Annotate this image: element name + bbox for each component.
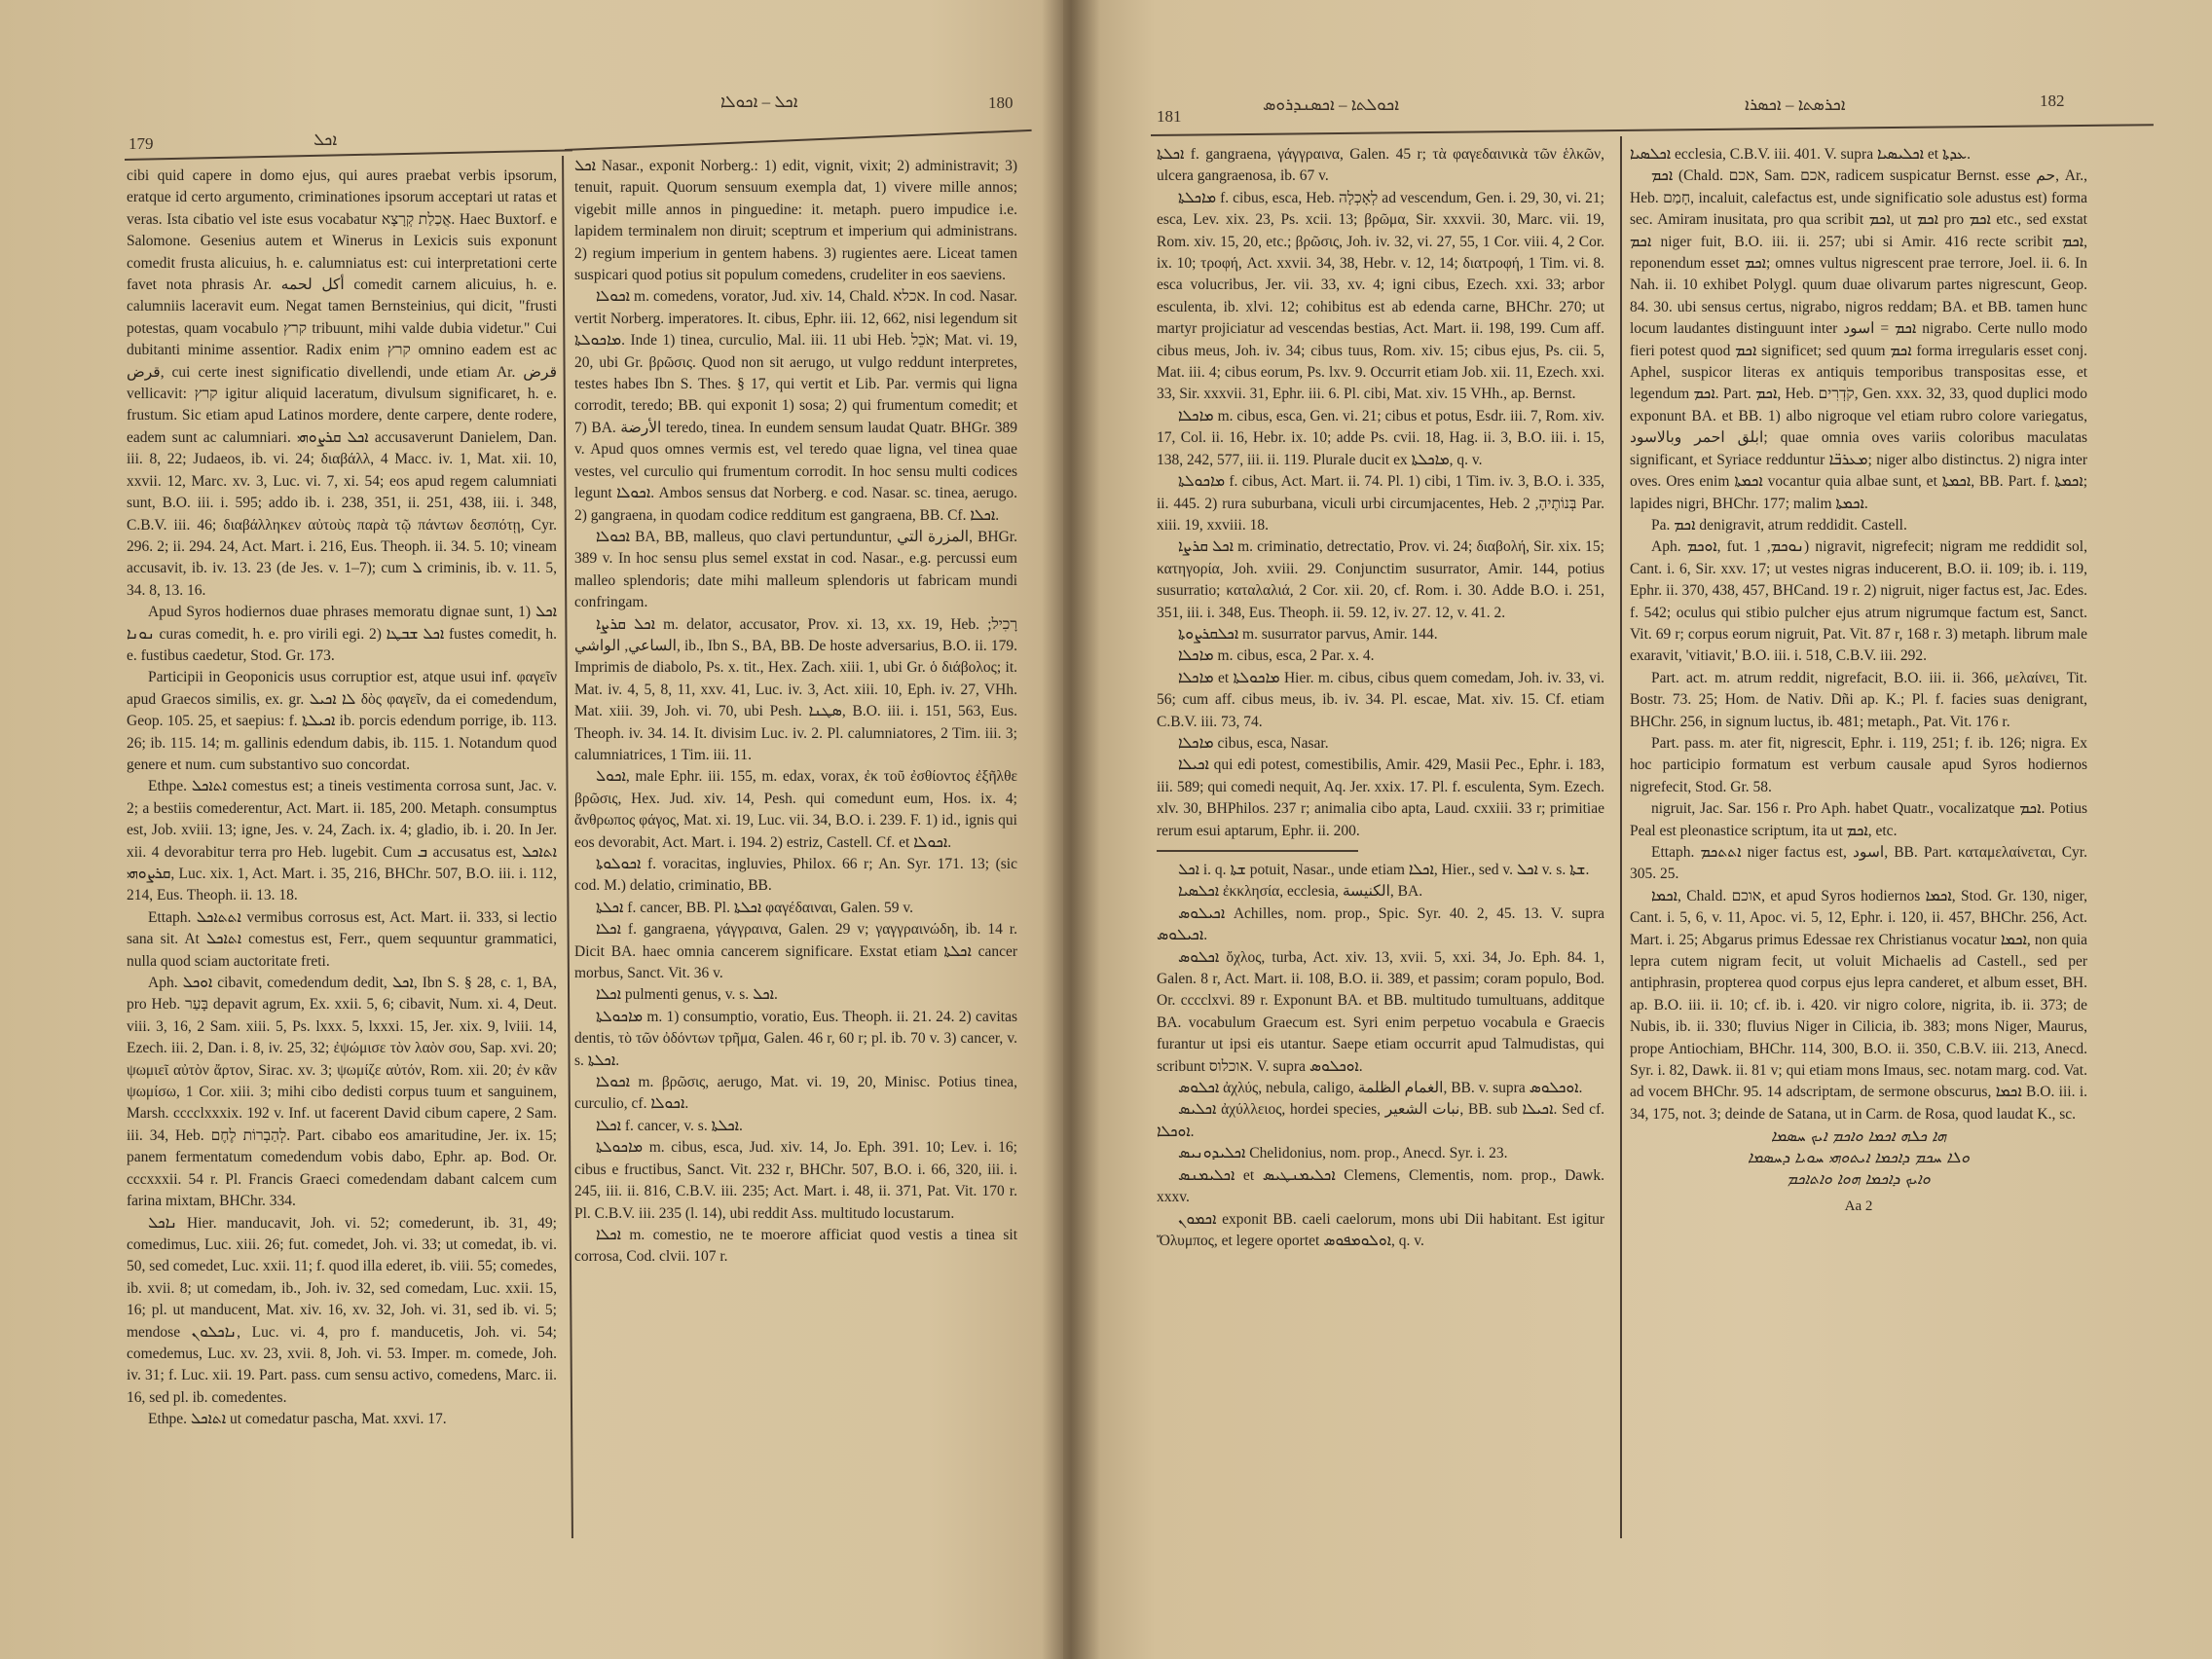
header-rule-left	[125, 149, 572, 161]
paragraph: ܐܟܡܘܢ exponit BB. caeli caelorum, mons ubi Dii habitant. Est igitur Ὄλυμπος, et legere oportet ܐܘܠܘܡܦܘܣ, q. v.	[1157, 1210, 1604, 1249]
right-page	[1063, 0, 2212, 1659]
paragraph: ܐܟܠܐ m. comestio, ne te moerore afficiat quod vestis a tinea sit corrosa, Cod. clvii. 107 r.	[574, 1226, 1017, 1266]
right-column-4	[1630, 144, 2087, 1546]
verse-line: ܘܠܐ ܚܟܡ ܕܐܟܡܐ ܐܝܬܘܗܝ ܚܘܝܐ ܕܚܣܡܐ	[1748, 1148, 1970, 1167]
paragraph: ܐܟܠܐ f. cancer, v. s. ܐܟܠܬܐ.	[596, 1117, 743, 1134]
paragraph: ܐܟܠܝܡܢܣ et ܐܟܠܝܡܢܛܝܣ Clemens, Clementis, nom. prop., Dawk. xxxv.	[1157, 1166, 1604, 1206]
paragraph: ܐܟܠܐ f. gangraena, γάγγραινα, Galen. 29 v; γαγγραινώδη, ib. 14 r. Dicit BA. haec omnia cancerem significare. Exstat etiam ܐܟܠܬܐ cancer morbus, Sanct. Vit. 36 v.	[574, 921, 1017, 982]
paragraph: ܐܟܠܐ pulmenti genus, v. s. ܐܟܠ.	[596, 986, 778, 1004]
paragraph: ܡܐܟܠܐ m. cibus, esca, 2 Par. x. 4.	[1178, 647, 1375, 665]
left-page	[0, 0, 1092, 1659]
paragraph: ܐܟܝܠܘܣ Achilles, nom. prop., Spic. Syr. 40. 2, 45. 13. V. supra ܐܟܝܠܘܣ.	[1157, 904, 1604, 944]
running-head-right-inner: ܐܟܘܠܬܐ – ܐܟܣܢܕܪܘܣ	[1263, 95, 1399, 114]
paragraph: nigruit, Jac. Sar. 156 r. Pro Aph. habet Quatr., vocalizatque ܐܟܡ. Potius Peal est pleonastice scriptum, ita ut ܐܟܡ, etc.	[1630, 800, 2087, 839]
paragraph: ܡܐܟܘܠܬܐ m. cibus, esca, Jud. xiv. 14, Jo. Eph. 391. 10; Lev. i. 16; cibus e fructibus, Sanct. Vit. 232 r, BHChr. 507, B.O. i. 66, 320, iii. i. 245, iii. ii. 816, C.B.V. iii. 235; Act. Mart. i. 48, ii. 371, Pat. Vit. 170 r. Pl. C.B.V. iii. 235 (l. 14), ubi reddit Ass. multitudo locustarum.	[574, 1139, 1017, 1222]
left-column-1	[127, 166, 557, 1548]
paragraph: ܡܐܟܠܐ cibus, esca, Nasar.	[1178, 734, 1329, 752]
signature-mark: Aa 2	[1844, 1198, 1873, 1215]
header-rule-left-inner	[565, 129, 1032, 151]
paragraph: Ethpe. ܐܬܐܟܠ ut comedatur pascha, Mat. xxvi. 17.	[148, 1411, 447, 1428]
paragraph: ܐܟܘܠܐ m. comedens, vorator, Jud. xiv. 14, Chald. אכלא. In cod. Nasar. vertit Norberg. imperatores. It. cibus, Ephr. iii. 12, 662, nisi legendum sit ܡܐܟܘܠܬܐ. Inde 1) tinea, curculio, Mal. iii. 11 ubi Heb. אֹכֵל; Mat. vi. 19, 20, ubi Gr. βρῶσις. Quod non sit aerugo, ut vulgo reddunt interpretes, testes habes Ibn S. Thes. § 17, qui vertit et Lib. Par. vermis qui ligna corrodit, teredo; BB. qui exponit 1) sosa; 2) qui frumentum comedit; et 7) BA. الأرضة teredo, tinea. In eundem sensum laudat Quatr. BHGr. 389 v. Apud quos omnes vermis est, vel teredo quae ligna, vel tinea quae vestes, vel curculio qui frumentum corrodit. In hoc sensu multi codices legunt ܐܟܘܠܐ. Ambos sensus dat Norberg. e cod. Nasar. sc. tinea, aerugo. 2) gangraena, in quodam codice redditum est gangraena, BB. Cf. ܐܟܠܐ.	[574, 288, 1017, 524]
paragraph: Apud Syros hodiernos duae phrases memoratu dignae sunt, 1) ܐܟܠ ܢܘܢܐ curas comedit, h. e. pro virili egi. 2) ܐܟܠ ܫܒܛܐ fustes comedit, h. e. fustibus caedetur, Stod. Gr. 173.	[127, 604, 557, 664]
paragraph: ܐܟܠ Nasar., exponit Norberg.: 1) edit, vignit, vixit; 2) administravit; 3) tenuit, rapuit. Quorum sensuum exempla dat, 1) vivere mille annos; vigebit mille annos in pinguedine: it. metaph. puero impudice i.e. lapidem terminalem non diruit; sceptrum et imperium qui administrans. 2) regium imperium in gentem habens. 3) rugientes aere. Liceat tamen suspicari quod potius sit populum comedens, crudeliter in eos saeviens.	[574, 158, 1017, 284]
paragraph: ܐܟܠܝܕܘܢܝܣ Chelidonius, nom. prop., Anecd. Syr. i. 23.	[1178, 1145, 1508, 1162]
paragraph: Part. act. m. atrum reddit, nigrefacit, B.O. iii. ii. 366, μελαίνει, Tit. Bostr. 73. 25; Hom. de Nativ. Dñi ap. K.; Pl. f. facies suas denigrant, BHChr. 256, in signum luctus, ib. 481; metaph., Pat. Vit. 176 r.	[1630, 669, 2087, 730]
section-separator	[1157, 850, 1358, 852]
paragraph: ܐܟܠܘܣ ἀχλύς, nebula, caligo, الغمام الظلمة, BB. v. supra ܐܘܟܠܘܣ.	[1178, 1080, 1583, 1097]
paragraph: ܐܟܠܬܐ f. gangraena, γάγγραινα, Galen. 45 r; τὰ φαγεδαινικὰ τῶν ἑλκῶν, ulcera gangraenosa, ib. 67 v.	[1157, 146, 1604, 185]
paragraph: ܐܟܠ ܩܪܨܐ m. delator, accusator, Prov. xi. 13, xx. 19, Heb. רָכִיל; الساعي, الواشي, ib., Ibn S., BA, BB. De hoste adversarius, B.O. ii. 179. Imprimis de diabolo, Ps. x. tit., Hex. Zach. xiii. 1, ubi Gr. ὁ διάβολος; it. Mat. iv. 4, 5, 8, 11, xxv. 41, Luc. iv. 3, Act. xiii. 10, Eph. iv. 27, VHh. Mat. xiii. 39, Joh. vi. 70, ubi Pesh. ܣܛܢܐ, B.O. iii. i. 151, 563, Eus. Theoph. iv. 34. 14. It. divisim Luc. iv. 2. Pl. calumniatores, 2 Tim. iii. 3; calumniatrices, 1 Tim. iii. 11.	[574, 615, 1017, 763]
paragraph: ܡܐܟܠܐ et ܡܐܟܘܠܬܐ Hier. m. cibus, cibus quem comedam, Joh. iv. 33, vi. 56; cum aff. cibus meus, ib. iv. 34. Pl. escae, Mat. xiv. 15. Cf. etiam C.B.V. iii. 73, 74.	[1157, 669, 1604, 730]
paragraph: ܐܟܘܠܐ BA, BB, malleus, quo clavi pertunduntur, المزرة التي, BHGr. 389 v. In hoc sensu plus semel exstat in cod. Nasar., e.g. percussi eum malleo splendoris; date mihi malleum splendoris ut fabricam mundi confringam.	[574, 528, 1017, 611]
paragraph: ܐܟܠ i. q. ܫܬܐ potuit, Nasar., unde etiam ܐܟܠܐ, Hier., sed v. ܐܟܠ v. s. ܫܬܐ.	[1178, 862, 1590, 878]
paragraph: ܐܟܠܣܝܐ ecclesia, C.B.V. iii. 401. V. supra ܐܟܠܝܣܝܐ et ܥܕܬܐ.	[1630, 146, 1971, 163]
book-gutter	[1042, 0, 1100, 1659]
page-number-181: 181	[1157, 107, 1182, 126]
paragraph: ܐܟܡ (Chald. אכם, Sam. אכם, radicem suspicatur Bernst. esse حم, Ar., Heb. חָמַם, incaluit, calefactus est, unde significatio sole adustus est) forma sec. Amiram inusitata, pro qua scribit ܐܟܡ, ut ܐܟܡ pro ܐܟܡ etc., sed exstat ܐܟܡ niger fuit, B.O. iii. ii. 257; ubi si Amir. 416 recte scribit ܐܟܡ, reponendum esset ܐܟܡ; omnes vultus nigrescent prae terrore, Joel. ii. 6. In Nah. ii. 10 exhibet Polygl. quum duae olivarum partes nigrescunt, Geop. 84. 30. ubi sensus certus, nigrabo, nigros reddam; BA. et BB. tamen hunc locum laudantes distinguunt inter ܐܟܡ = اسود nigrabo. Certe nullo modo fieri potest quod ܐܟܡ significet; sed quum ܐܟܡ forma irregularis esset conj. Aphel, suspicor literas ex antiquis temporibus transpositas esse, et legendum ܐܟܡ. Part. ܐܟܡ, Heb. קֹדְרִים, Gen. xxx. 32, 33, quod duplici modo exponunt BA. et BB. 1) albo nigroque vel etiam rubro colore variegatus, ابلق احمر وبالاسود; quae omnia oves variis coloribus maculatas significant, et Syriace redduntur ܡܥܪܒ̈ܐ; niger albo distinctus. 2) nigra inter oves. Ores enim ܐܟܡܬܐ vocantur quia albae sunt, et ܐܟܡܬܐ, BB. Part. f. ܐܟܡܬܐ; lapides nigri, BHChr. 177; malim ܐܟܡܬܐ.	[1630, 167, 2087, 512]
paragraph: ܡܐܟܠܬܐ f. cibus, esca, Heb. לְאָכְלָה ad vescendum, Gen. i. 29, 30, vi. 21; esca, Lev. xix. 23, Ps. xcii. 13; βρῶμα, Sir. xxxvii. 30, Marc. vii. 19, Rom. xiv. 15, 20, etc.; βρῶσις, Joh. iv. 32, vi. 27, 55, 1 Cor. viii. 4, 2 Cor. ix. 10; τροφή, Act. xxvii. 34, 38, Hebr. v. 12, 14; διατροφή, 1 Tim. vi. 8. esca volucribus, Jer. vii. 33, xv. 4; igni cibus, Ezech. xxi. 33; arbor esculenta, ib. xlvi. 12; cohibitus est ab edenda carne, BHChr. 270; ut martyr projiciatur ad vescendas bestias, Act. Mart. ii. 198, 199. Cum aff. cibus meus, Joh. iv. 34; cibus tuus, Rom. xiv. 15; cibus ejus, Ps. cii. 5, Mat. iii. 4; cibus eorum, Ps. lxv. 9. Occurrit etiam Job. xii. 11, Ezech. xxi. 33, Sir. xxxvii. 31, Ephr. iii. 6. Pl. cibi, Mat. xiv. 15 VHh., ap. Bernst.	[1157, 189, 1604, 403]
paragraph: ܐܟܘܠܐ m. βρῶσις, aerugo, Mat. vi. 19, 20, Minisc. Potius tinea, curculio, cf. ܐܟܘܠܐ.	[574, 1074, 1017, 1113]
paragraph: cibi quid capere in domo ejus, qui aures praebat verbis ipsorum, eratque id certo argumento, criminationes ipsorum acceptari ut ratas et veras. Ista cibatio vel iste esus vocabatur אֲכַלַת קְרָצָא. Haec Buxtorf. e Salomone. Gesenius autem et Winerus in Lexicis suis exponunt comedit frusta alicuius, h. e. calumniatus est: cui interpretationi certe favet nota phrasis Ar. أكل لحمه comedit carnem alicuius, h. e. calumniis laceravit eum. Negat tamen Bernsteinius, qui dicit, "frusti potestas, quam vocabulo קרץ tribuunt, mihi valde dubia videtur." Cui dubitanti minime assentior. Radix enim קרץ omnino eadem est ac قرض, cui certe inest significatio divellendi, unde etiam Ar. قرض vellicavit: קרץ igitur aliquid laceratum, divulsum significaret, h. e. frustum. Sic etiam apud Latinos mordere, dente carpere, dente rodere, eadem sunt ac calumniari. ܐܟܠ ܩܪܨܘܗܝ accusaverunt Danielem, Dan. iii. 8, 22; Judaeos, ib. vi. 24; διαβάλλ, 4 Macc. iv. 1, Mat. xii. 10, xxvii. 12, Marc. xv. 3, Luc. vi. 7, xi. 54; eos apud regem calumniati sunt, B.O. iii. i. 595; addo ib. i. 238, 351, ii. 251, 438, iii. i. 348, C.B.V. iii. 46; διαβάλληκεν αὐτοὺς παρὰ τῷ πάντων δεσπότῃ, Cyr. 296. 2; ii. 294. 24, Act. Mart. i. 216, Eus. Theoph. ii. 34. 5. 10; vineam accusavit, ib. iv. 13. 23 (de Jes. v. 1–7); cum ܠ criminis, ib. v. 11. 5, 34. 8, 13. 16.	[127, 167, 557, 599]
paragraph: ܐܟܘܠ, male Ephr. iii. 155, m. edax, vorax, ἐκ τοῦ ἐσθίοντος ἐξῆλθε βρῶσις, Hex. Jud. xiv. 14, Pesh. qui comedunt eum, Hos. ix. 4; ἄνθρωπος φάγος, Mat. xi. 19, Luc. vii. 34, B.O. i. 239. F. 1) id., ignis qui eos devorabit, Act. Mart. i. 194. 2) estriz, Castell. Cf. et ܐܟܘܠܐ.	[574, 768, 1017, 851]
paragraph: Pa. ܐܟܡ denigravit, atrum reddidit. Castell.	[1651, 516, 1907, 534]
paragraph: ܐܟܡܐ, Chald. אוכם, et apud Syros hodiernos ܐܟܡܐ, Stod. Gr. 130, niger, Cant. i. 5, 6, v. 11, Apoc. vi. 5, 12, Ephr. i. 120, ii. 457, BHChr. 256, Act. Mart. i. 25; Abgarus primus Edessae rex Christianus vocatur ܐܟܡܐ, non quia lepra cutem nigram fecit, ut voluit Michaelis ad Castell., sed per antiphrasin, propterea quod corpus ejus lepra canderet, et album esset, BH. ap. B.O. iii. ii. 10; cf. ib. i. 420. vir nigro colore, nigrita, ib. ii. 373; de Nubis, ib. ii. 330; fluvius Niger in Cilicia, ib. 383; mons Niger, Maurus, prope Antiochiam, BHChr. 114, 300, B.O. ii. 350, C.B.V. iii. 213, Anecd. Syr. i. 82, Dawk. ii. 81 v; qui etiam mons Imaus, sec. notam marg. cod. Vat. ad vocem BHChr. 95. 14 adscriptam, de sermone obscurus, ܐܟܡܐ B.O. iii. i. 34, 175, not. 3; deinde de Satana, ut in Carm. de Rosa, quod laudat K., sc.	[1630, 887, 2087, 1123]
left-column-2	[574, 156, 1017, 1538]
page-number-180: 180	[988, 93, 1014, 112]
column-divider-left	[562, 156, 573, 1538]
page-number-179: 179	[129, 134, 154, 153]
verse-line: ܘܐܝܟ ܕܐܟܡܐ ܗܘܐ ܘܐܬܐܟܡ	[1787, 1169, 1931, 1189]
right-column-3	[1157, 144, 1604, 1546]
paragraph: ܐܟܠ ܩܪܨܐ m. criminatio, detrectatio, Prov. vi. 24; διαβολή, Sir. xix. 15; κατηγορία, Joh. xviii. 29. Conjunctim susurrator, Amir. 144, potius susurratio; καταλαλιά, 2 Cor. xii. 20, cf. Rom. i. 30. Adde B.O. i. 251, 351, iii. i. 348, Eus. Theoph. ii. 59. 12, iv. 27. 12, v. 41. 2.	[1157, 538, 1604, 621]
paragraph: ܐܟܠܘܣ ὄχλος, turba, Act. xiv. 13, xvii. 5, xxi. 34, Jo. Eph. 84. 1, Galen. 8 r, Act. Mart. ii. 108, B.O. ii. 389, et passim; coram populo, Bod. Or. cccclxvi. 89 r. Exponunt BA. et BB. multitudo tumultuans, additque BA. vocabulum Graecum est. Syri enim perpetuo vocabula e Graecis furantur ut ipsi eis utantur. Saepe etiam occurrit apud Talmudistas, qui scribunt אוכלוס. V. supra ܐܘܟܠܘܣ.	[1157, 948, 1604, 1075]
paragraph: Part. pass. m. ater fit, nigrescit, Ephr. i. 119, 251; f. ib. 126; nigra. Ex hoc participio formatum est verbum causale apud Syros hodiernos nigrefecit, Stod. Gr. 58.	[1630, 734, 2087, 795]
paragraph: ܡܐܟܘܠܬܐ f. cibus, Act. Mart. ii. 74. Pl. 1) cibi, 1 Tim. iv. 3, B.O. i. 335, ii. 445. 2) rura suburbana, viculi urbi circumjacentes, Heb. בְּנוֹתֶיהָ, 2 Par. xiii. 19, xxviii. 18.	[1157, 473, 1604, 534]
paragraph: Ethpe. ܐܬܐܟܠ comestus est; a tineis vestimenta corrosa sunt, Jac. v. 2; a bestiis comederentur, Act. Mart. ii. 185, 200. Metaph. consumptus est, Job. xviii. 13; igne, Jes. v. 24, Zach. ix. 4; gladio, ib. i. 20. In Jer. xii. 4 devorabitur terra pro Heb. lugebit. Cum ܒ accusatus est, ܐܬܐܟܠ ܩܪܨܘܗܝ, Luc. xix. 1, Act. Mart. i. 35, 216, BHChr. 507, B.O. iii. i. 112, 214, Eus. Theoph. ii. 13. 18.	[127, 778, 557, 904]
paragraph: Aph. ܐܘܟܠ cibavit, comedendum dedit, ܐܟܠ, Ibn S. § 28, c. 1, BA, pro Heb. בָּעַר depavit agrum, Ex. xxii. 5, 6; cibavit, Num. xi. 4, Deut. viii. 3, 16, 2 Sam. xiii. 5, Ps. lxxx. 5, lxxxi. 15, Jer. xix. 9, lviii. 14, Ezech. iii. 2, Dan. i. 8, iv. 25, 32; ἐψώμισε τὸν λαὸν σου, Sap. xvi. 20; ψωμιεῖ αὐτὸν ἄρτον, Sirac. xv. 3; ψωμίζε αὐτόν, Rom. xii. 20; ἐν κἂν ψωμίσω, 1 Cor. xiii. 3; mihi cibo dedisti corpus tuum et sanguinem, Marsh. cccclxxxix. 192 v. Inf. ut facerent David cibum capere, 2 Sam. iii. 34, Heb. לְהַבְרוֹת לֶחֶם. Part. cibabo eos amaritudine, Jer. ix. 15; panem fermentatum comedendum vobis dabo, Ephr. ap. Bod. Or. cccxxxii. 54 r. Pl. Francis Graeci comedendam dabant calcem cum farina mixtam, BHChr. 334.	[127, 975, 557, 1210]
paragraph: ܐܟܠܣܝܐ ἐκκλησία, ecclesia, الكنيسة, BA.	[1178, 883, 1423, 901]
paragraph: Aph. ܐܘܟܡ, fut. ܢܘܟܡ, 1) nigravit, nigrefecit; nigram me reddidit sol, Cant. i. 6, Sir. xxv. 17; ut vestes nigras inducerent, B.O. ii. 109; ib. i. 119, Ephr. ii. 370, 438, 457, BHCand. 19 r. 2) nigruit, niger factus est, Jac. Edes. f. 542; oculus qui stibio pulcher ejus atrum nigrumque factum est, Sanct. Vit. 69 r; corpus eorum nigruit, Pat. Vit. 87 r, 168 r. 3) metaph. librum male exaravit, 'vitiavit,' B.O. iii. i. 518, C.B.V. iii. 292.	[1630, 538, 2087, 665]
verse-line: ܗܐ ܟܠܗ ܐܟܡܐ ܘܐܟܡ ܐܝܟ ܚܣܡܐ	[1770, 1126, 1947, 1146]
running-head-left-inner: ܐܟܠ – ܐܟܘܠܐ	[720, 92, 798, 111]
paragraph: ܐܟܠܬܐ f. cancer, BB. Pl. ܐܟܠܬܐ φαγέδαιναι, Galen. 59 v.	[596, 899, 913, 916]
paragraph: ܡܐܟܠܐ m. cibus, esca, Gen. vi. 21; cibus et potus, Esdr. iii. 7, Rom. xiv. 17, Col. ii. 16, Hebr. ix. 10; adde Ps. cvii. 18, Hag. ii. 3, B.O. iii. i. 15, 138, 242, 577, iii. ii. 119. Plurale ducit ex ܡܐܟܠܬܐ, q. v.	[1157, 407, 1604, 468]
paragraph: Ettaph. ܐܬܬܐܟܠ vermibus corrosus est, Act. Mart. ii. 333, si lectio sana sit. At ܐܬܐܟܠ comestus est, Ferr., quem sequuntur grammatici, nulla quod sciam auctoritate freti.	[127, 908, 557, 970]
column-divider-right	[1620, 136, 1622, 1538]
paragraph: ܡܐܟܘܠܬܐ m. 1) consumptio, voratio, Eus. Theoph. ii. 21. 24. 2) cavitas dentis, τὸ τῶν ὀδόντων τρῆμα, Galen. 46 r, 60 r; pl. ib. 70 v. 3) cancer, v. s. ܐܟܠܬܐ.	[574, 1008, 1017, 1069]
paragraph: ܐܟܝܠܐ qui edi potest, comestibilis, Amir. 429, Masii Pec., Ephr. i. 183, iii. 589; qui comedi nequit, Aq. Jer. xxix. 17. Pl. f. esculenta, Sym. Ezech. xlv. 30, BHPhilos. 237 r; animalia cibo apta, Laud. cxxiii. 33 r; primitiae rerum esui aptarum, Ephr. ii. 200.	[1157, 756, 1604, 839]
paragraph: ܐܟܘܠܘܬܐ f. voracitas, ingluvies, Philox. 66 r; An. Syr. 171. 13; (sic cod. M.) delatio, criminatio, BB.	[574, 856, 1017, 895]
running-head-left-outer: ܐܟܠ	[313, 130, 338, 149]
paragraph: Ettaph. ܐܬܬܟܡ niger factus est, اسود, BB. Part. καταμελαίνεται, Cyr. 305. 25.	[1630, 844, 2087, 883]
paragraph: ܐܟܠܩܪܨܘܬܐ m. susurrator parvus, Amir. 144.	[1178, 625, 1438, 643]
running-head-right-outer: ܐܟܪܣܬܐ – ܐܟܣܪܐ	[1745, 95, 1846, 114]
paragraph: ܐܟܠܝܣ ἀχύλλειος, hordei species, نبات الشعير, BB. sub ܐܟܝܠܐ. Sed cf. ܐܘܟܠܐ.	[1157, 1101, 1604, 1140]
header-rule-right	[1151, 124, 2154, 136]
paragraph: ܢܐܟܠ Hier. manducavit, Joh. vi. 52; comederunt, ib. 31, 49; comedimus, Luc. xiii. 26; fut. comedet, Joh. vi. 33; ut comedat, ib. vi. 50, sed comedet, Luc. xxii. 11; f. quod illa ederet, ib. viii. 55; comedes, ib. xvii. 8; ut comedam, ib., Joh. iv. 32, sed comedam, Luc. xxii. 15, 16; pl. ut manducent, Mat. xiv. 16, xv. 32, Joh. vi. 31, sed ib. vi. 5; mendose ܢܐܟܠܘܢ, Luc. vi. 4, pro f. manducetis, Joh. vi. 54; comedemus, Luc. xv. 23, xvii. 8, Joh. vi. 53. Imper. m. comede, Joh. iv. 31; f. Luc. xii. 19. Part. pass. cum sensu activo, comedens, Marc. ii. 16, sed pl. ib. comedentes.	[127, 1214, 557, 1406]
paragraph: Participii in Geoponicis usus corruptior est, atque usui inf. φαγεῖν apud Graecos similis, ex. gr. ܠܐ ܐܟܝܠ δὸς φαγεῖν, da ei comedendum, Geop. 105. 25, et saepius: f. ܐܟܝܠܬܐ ib. porcis edendum porrige, ib. 113. 26; ib. 115. 14; m. gallinis edendum dabis, ib. 115. 1. Notandum quod genere et num. cum substantivo suo concordat.	[127, 669, 557, 773]
page-number-182: 182	[2040, 92, 2065, 110]
